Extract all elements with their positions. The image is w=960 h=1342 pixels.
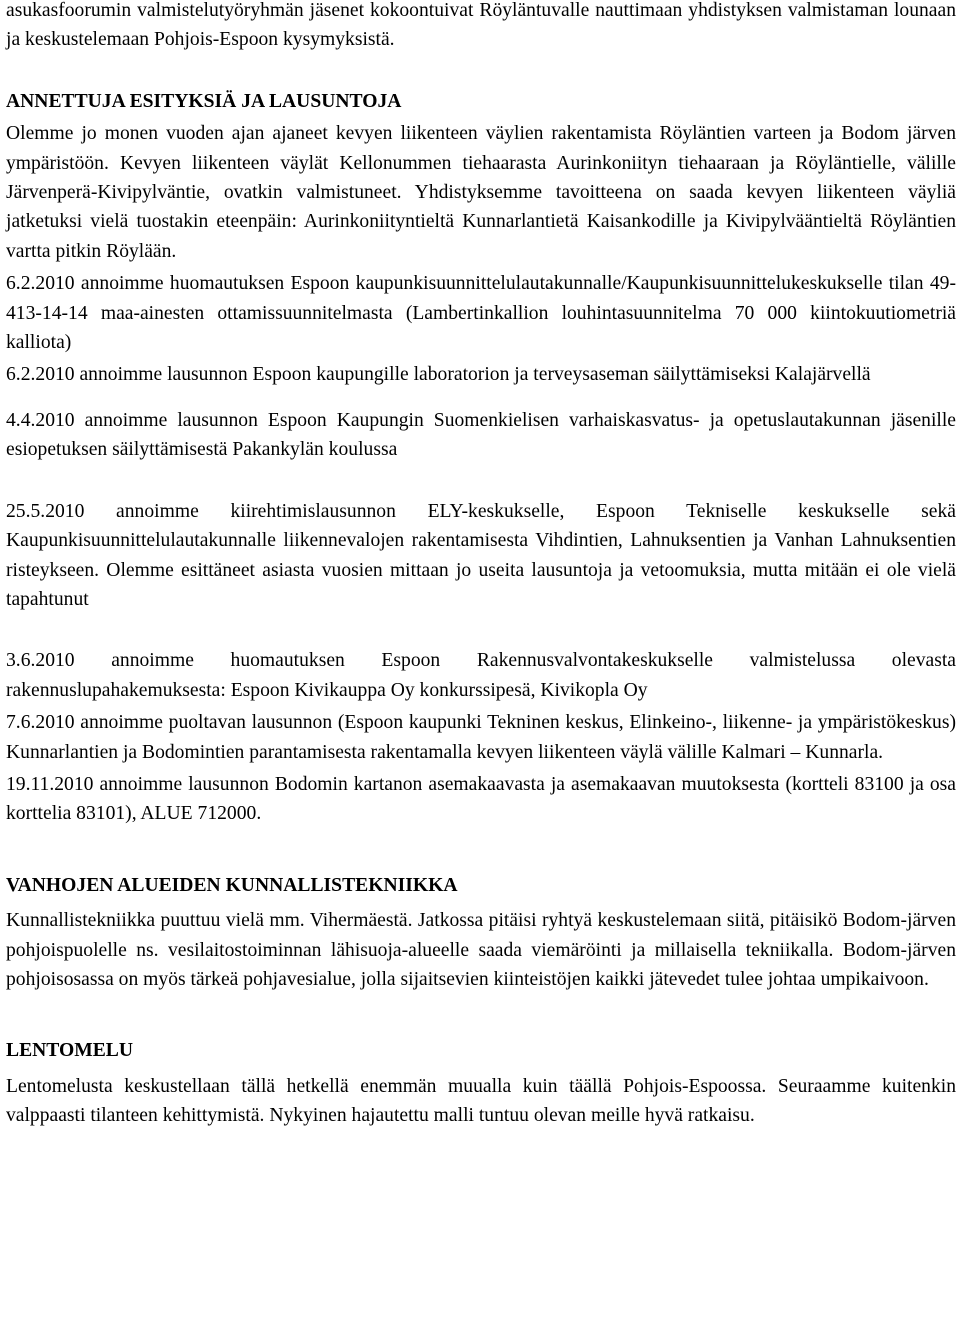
paragraph-lentomelu: Lentomelusta keskustellaan tällä hetkellä enemmän muualla kuin täällä Pohjois-Espoossa. Seuraamme kuitenkin valppaasti tilanteen kehittymistä. Nykyinen hajautettu malli tuntuu olevan meille hyvä ratkaisu. <box>6 1075 956 1127</box>
document-page <box>6 0 956 1131</box>
section-heading-lentomelu: LENTOMELU <box>6 1040 134 1062</box>
paragraph-kevyen-liikenteen: Olemme jo monen vuoden ajan ajaneet kevyen liikenteen väylien rakentamista Röyläntien varteen ja Bodom järven ympäristöön. Kevyen liikenteen väylät Kellonummen tiehaarasta Aurinkoniityn tiehaaraan ja Röyläntielle, välille Järvenperä-Kivipylväntie, ovatkin valmistuneet. Yhdistyksemme tavoitteena on saada kevyen liikenteen väyliä jatketuksi vielä tuostakin eteenpäin: Aurinkoniityntieltä Kunnarlantietä Kaisankodille ja Kivipylvääntieltä Röyläntien vartta pitkin Röylään. <box>6 123 956 262</box>
intro-paragraph: asukasfoorumin valmistelutyöryhmän jäsenet kokoontuivat Röyläntuvalle nauttimaan yhdistyksen valmistaman lounaan ja keskustelemaan Pohjois-Espoon kysymyksistä. <box>6 0 956 51</box>
paragraph-kunnarlantie: 7.6.2010 annoimme puoltavan lausunnon (Espoon kaupunki Tekninen keskus, Elinkeino-, liikenne- ja ympäristökeskus) Kunnarlantien ja Bodomintien parantamisesta rakentamalla kevyen liikenteen väylä välille Kalmari – Kunnarla. <box>6 712 956 763</box>
paragraph-lambertinkallio: 6.2.2010 annoimme huomautuksen Espoon kaupunkisuunnittelulautakunnalle/Kaupunkisuunnittelukeskukselle tilan 49-413-14-14 maa-ainesten ottamissuunnitelmasta (Lambertinkallion louhintasuunnitelma 70 000 kiintokuutiometriä kalliota) <box>6 273 956 354</box>
section-heading-annettuja: ANNETTUJA ESITYKSIÄ JA LAUSUNTOJA <box>6 90 402 112</box>
section-heading-vanhojen: VANHOJEN ALUEIDEN KUNNALLISTEKNIIKKA <box>6 874 458 896</box>
paragraph-kivikopla: 3.6.2010 annoimme huomautuksen Espoon Rakennusvalvontakeskukselle valmistelussa olevasta rakennuslupahakemuksesta: Espoon Kivikauppa Oy konkurssipesä, Kivikopla Oy <box>6 650 956 701</box>
paragraph-bodomin-kartano: 19.11.2010 annoimme lausunnon Bodomin kartanon asemakaavasta ja asemakaavan muutoksesta (kortteli 83100 ja osa korttelia 83101), ALUE 712000. <box>6 773 956 825</box>
paragraph-kunnallistekniikka: Kunnallistekniikka puuttuu vielä mm. Vihermäestä. Jatkossa pitäisi ryhtyä keskustelemaan siitä, pitäisikö Bodom-järven pohjoispuolelle ns. vesilaitostoiminnan lähisuoja-alueelle saada viemäröinti ja millaisella tekniikalla. Bodom-järven pohjoisosassa on myös tärkeä pohjavesialue, jolla sijaitsevien kiinteistöjen kaikki jätevedet tulee johtaa umpikaivoon. <box>6 910 956 990</box>
paragraph-liikennevalot: 25.5.2010 annoimme kiirehtimislausunnon ELY-keskukselle, Espoon Tekniselle keskukselle sekä Kaupunkisuunnittelulautakunnalle liikennevalojen rakentamisesta Vihdintien, Lahnuksentien ja Vanhan Lahnuksentien risteykseen. Olemme esittäneet asiasta vuosien mittaan jo useita lausuntoja ja vetoomuksia, mutta mitään ei ole vielä tapahtunut <box>6 500 956 610</box>
paragraph-kalajarvi: 6.2.2010 annoimme lausunnon Espoon kaupungille laboratorion ja terveysaseman säilyttämiseksi Kalajärvellä <box>6 364 871 386</box>
paragraph-pakankyla: 4.4.2010 annoimme lausunnon Espoon Kaupungin Suomenkielisen varhaiskasvatus- ja opetuslautakunnan jäsenille esiopetuksen säilyttämisestä Pakankylän koulussa <box>6 409 956 461</box>
